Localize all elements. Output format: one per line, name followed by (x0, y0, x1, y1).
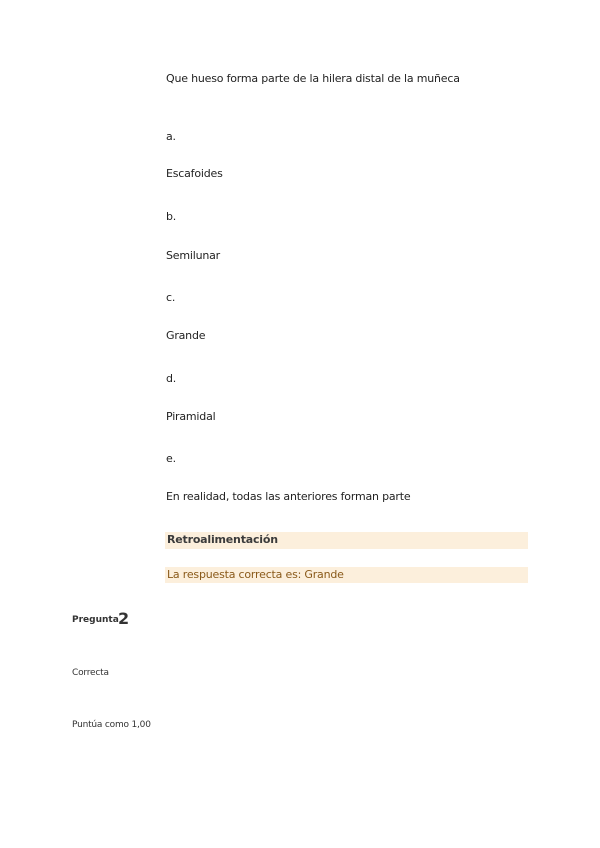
option-d-letter[interactable]: d. (166, 372, 177, 385)
question-text: Que hueso forma parte de la hilera distal de la muñeca (166, 72, 460, 85)
option-c-letter[interactable]: c. (166, 291, 176, 304)
option-e-text[interactable]: En realidad, todas las anteriores forman parte (166, 490, 411, 503)
option-b-text[interactable]: Semilunar (166, 249, 220, 262)
option-a-text[interactable]: Escafoides (166, 167, 223, 180)
next-question-label: Pregunta (72, 615, 119, 625)
option-e-letter[interactable]: e. (166, 452, 176, 465)
next-question-number: 2 (118, 609, 130, 628)
option-b-letter[interactable]: b. (166, 210, 177, 223)
feedback-title: Retroalimentación (167, 533, 278, 546)
feedback-correct-answer: La respuesta correcta es: Grande (167, 568, 344, 581)
option-a-letter[interactable]: a. (166, 130, 176, 143)
option-d-text[interactable]: Piramidal (166, 410, 216, 423)
option-c-text[interactable]: Grande (166, 329, 206, 342)
next-question-status: Correcta (72, 668, 109, 678)
next-question-score: Puntúa como 1,00 (72, 720, 151, 730)
